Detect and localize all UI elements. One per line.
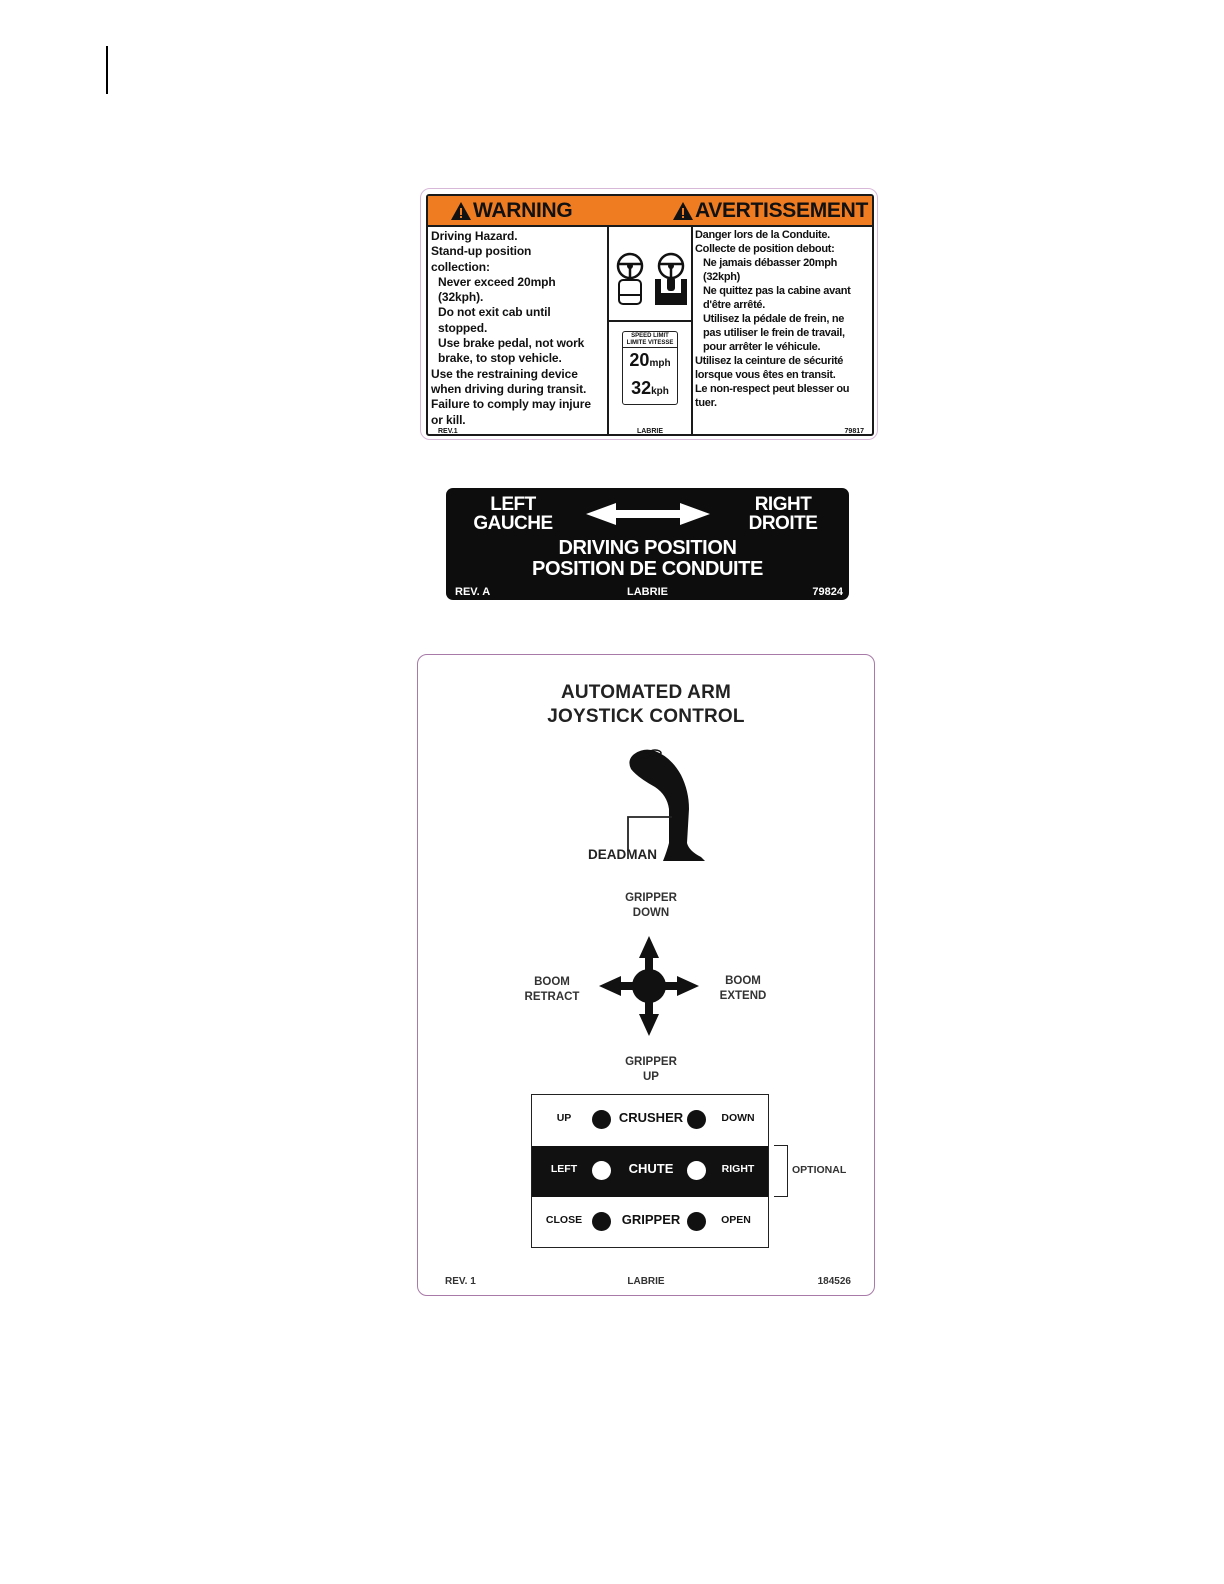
standing-seat-icon [654, 275, 688, 307]
warning-en-line: or kill. [431, 412, 466, 427]
steering-wheel-icon [615, 251, 645, 281]
warning-title-en [450, 199, 572, 223]
warning-en-line: Use the restraining device [431, 366, 578, 381]
speed-limit-sign [622, 331, 678, 405]
warning-title-en-text: WARNING [473, 199, 573, 222]
deadman-leader-line [626, 815, 676, 851]
driving-part-number: 79824 [812, 586, 843, 598]
joystick-control-decal [417, 654, 875, 1296]
warning-pictograms [609, 227, 691, 322]
speed-mph-value: 20 [629, 350, 650, 370]
chute-left-label: LEFT [550, 1163, 578, 1175]
gripper-up-label [613, 1055, 689, 1085]
warning-en-line: brake, to stop vehicle. [438, 351, 562, 366]
boom-retract-line2: RETRACT [524, 991, 580, 1003]
warning-en-line: collection: [431, 259, 490, 274]
chute-right-button-indicator [687, 1161, 706, 1180]
joystick-title [418, 681, 874, 729]
driving-brand: LABRIE [627, 586, 668, 598]
warning-fr-line: pour arrêter le véhicule. [703, 341, 821, 353]
warning-fr-line: Collecte de position debout: [695, 243, 835, 255]
warning-header [428, 196, 872, 227]
warning-en-line: Driving Hazard. [431, 229, 518, 243]
joystick-brand: LABRIE [627, 1276, 665, 1287]
speed-limit-label-en: SPEED LIMIT [631, 333, 669, 339]
gripper-down-label [613, 891, 689, 921]
warning-icon-column [609, 227, 693, 436]
driving-title-en: DRIVING POSITION [558, 537, 737, 559]
joystick-part-number: 184526 [817, 1276, 851, 1287]
gripper-open-label: OPEN [721, 1214, 751, 1226]
crusher-down-button-indicator [687, 1110, 706, 1129]
double-arrow-icon [586, 503, 710, 525]
warning-french-column [693, 227, 874, 436]
gripper-close-label: CLOSE [545, 1214, 583, 1226]
warning-english-column [428, 227, 609, 436]
gripper-label: GRIPPER [621, 1212, 681, 1227]
chute-right-label: RIGHT [721, 1163, 755, 1175]
warning-body [428, 227, 872, 436]
joystick-rev: REV. 1 [445, 1276, 476, 1287]
warning-fr-line: Ne quittez pas la cabine avant [703, 285, 851, 297]
speed-limit-label [623, 332, 677, 348]
warning-en-line: Never exceed 20mph [438, 274, 556, 289]
warning-fr-line: (32kph) [703, 271, 741, 283]
warning-en-line: stopped. [438, 320, 488, 335]
warning-fr-line: d'être arrêté. [703, 299, 766, 311]
boom-extend-line1: BOOM [725, 975, 761, 987]
boom-extend-line2: EXTEND [719, 990, 767, 1002]
button-function-table [531, 1094, 769, 1248]
right-label-en: RIGHT [754, 494, 812, 515]
driving-rev: REV. A [455, 586, 491, 598]
speed-limit-label-fr: LIMITE VITESSE [626, 339, 674, 346]
warning-en-line: Use brake pedal, not work [438, 336, 585, 351]
margin-change-bar [106, 46, 108, 94]
chute-label: CHUTE [628, 1161, 674, 1176]
warning-title-fr [672, 199, 868, 223]
warning-fr-line: Utilisez la pédale de frein, ne [703, 313, 845, 325]
warning-french-text [693, 227, 874, 410]
deadman-label: DEADMAN [588, 847, 657, 862]
warning-english-text [428, 227, 607, 428]
right-label-fr: DROITE [748, 513, 818, 534]
left-label-fr: GAUCHE [473, 513, 553, 534]
gripper-up-line2: UP [643, 1071, 659, 1083]
speed-kph-value: 32 [631, 378, 652, 398]
warning-fr-line: Danger lors de la Conduite. [695, 229, 830, 241]
warning-fr-line: pas utiliser le frein de travail, [703, 327, 845, 339]
boom-extend-label [706, 974, 780, 1004]
crusher-label: CRUSHER [618, 1110, 684, 1125]
driving-position-decal [446, 488, 849, 600]
warning-brand: LABRIE [636, 428, 664, 435]
speed-mph [623, 348, 677, 376]
left-label-en: LEFT [490, 494, 536, 515]
driving-position-title [446, 538, 849, 580]
warning-triangle-icon [450, 201, 472, 221]
table-row-chute [532, 1146, 768, 1197]
warning-fr-line: lorsque vous êtes en transit. [695, 369, 836, 381]
right-label [745, 495, 821, 533]
warning-fr-line: Le non-respect peut blesser ou [695, 383, 850, 395]
gripper-down-line2: DOWN [632, 907, 670, 919]
warning-decal [420, 188, 878, 440]
gripper-down-line1: GRIPPER [625, 892, 677, 904]
warning-en-line: when driving during transit. [431, 381, 587, 396]
speed-kph-unit: kph [651, 386, 669, 397]
warning-en-line: (32kph). [438, 290, 484, 305]
warning-en-line: Do not exit cab until [438, 305, 551, 320]
warning-en-line: Stand-up position [431, 244, 532, 259]
warning-fr-line: tuer. [695, 397, 717, 409]
four-way-arrow-icon [599, 936, 699, 1036]
joystick-title-line1: AUTOMATED ARM [560, 682, 732, 703]
seat-icon [617, 279, 643, 305]
speed-kph [623, 376, 677, 404]
warning-fr-line: Utilisez la ceinture de sécurité [695, 355, 844, 367]
gripper-up-line1: GRIPPER [625, 1056, 677, 1068]
boom-retract-label [514, 975, 590, 1005]
crusher-down-label: DOWN [721, 1112, 755, 1124]
warning-title-fr-text: AVERTISSEMENT [694, 199, 868, 222]
optional-bracket [774, 1145, 788, 1197]
speed-mph-unit: mph [649, 358, 671, 369]
warning-fr-line: Ne jamais débasser 20mph [703, 257, 838, 269]
joystick-title-line2: JOYSTICK CONTROL [547, 706, 745, 727]
warning-triangle-icon [672, 201, 694, 221]
optional-label: OPTIONAL [792, 1164, 847, 1176]
table-row-crusher [532, 1095, 768, 1146]
warning-en-line: Failure to comply may injure [431, 397, 591, 412]
warning-rev: REV.1 [438, 428, 458, 435]
warning-decal-frame [426, 194, 874, 436]
gripper-open-button-indicator [687, 1212, 706, 1231]
table-row-gripper [532, 1197, 768, 1248]
boom-retract-line1: BOOM [534, 976, 570, 988]
driving-title-fr: POSITION DE CONDUITE [532, 558, 763, 580]
crusher-up-label: UP [556, 1112, 572, 1124]
left-label [471, 495, 555, 533]
warning-part-number: 79817 [844, 428, 864, 435]
